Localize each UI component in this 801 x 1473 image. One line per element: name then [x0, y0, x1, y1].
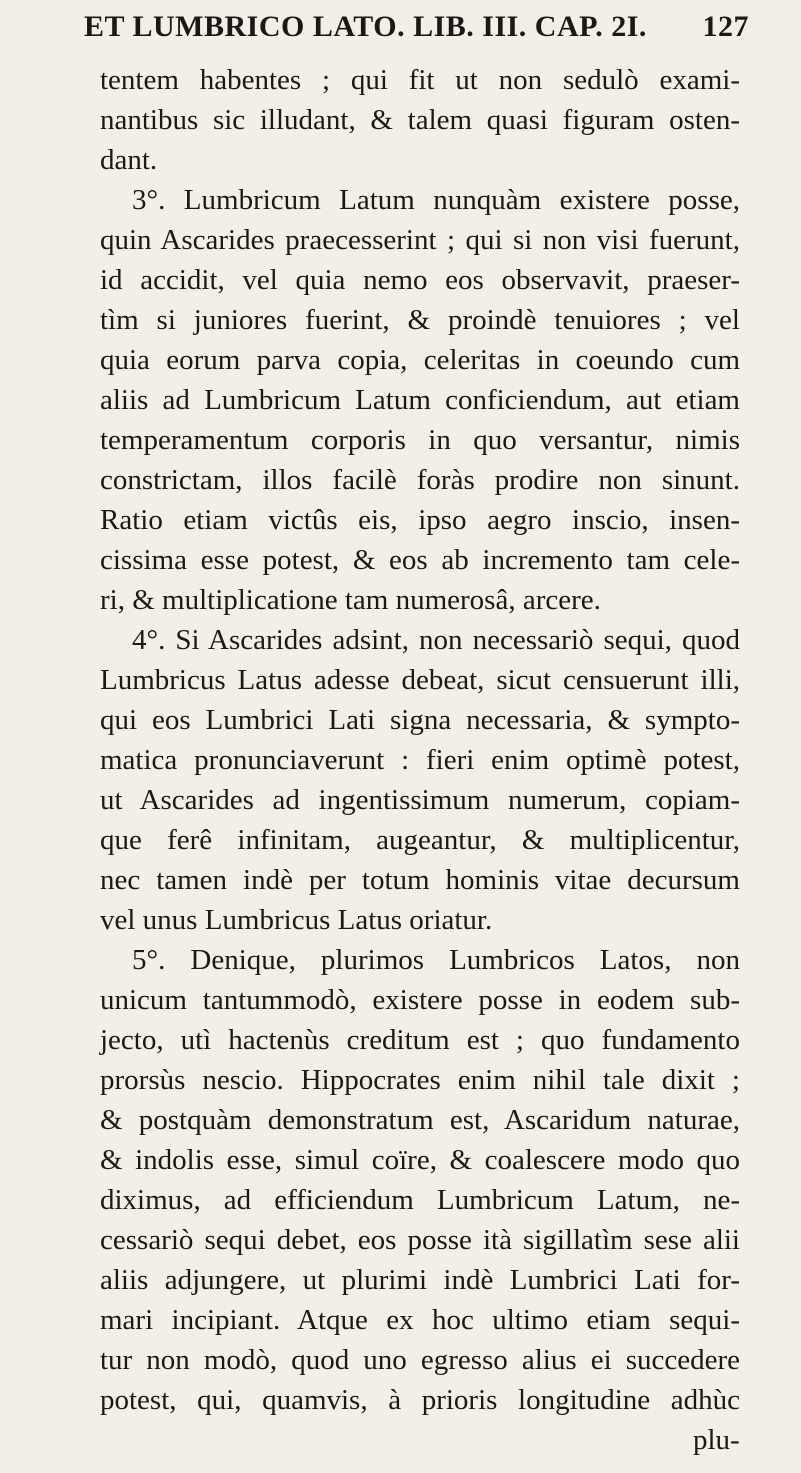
page-number: 127: [702, 10, 749, 43]
text-line: dant.: [100, 144, 158, 176]
text-line: que ferê infinitam, augeantur, & multiplicentur,: [100, 824, 740, 856]
text-line: & indolis esse, simul coïre, & coalescere modo quo: [100, 1144, 740, 1176]
text-line: jecto, utì hactenùs creditum est ; quo fundamento: [100, 1024, 740, 1056]
text-line: Lumbricus Latus adesse debeat, sicut censuerunt illi,: [100, 664, 740, 696]
text-line: 4°. Si Ascarides adsint, non necessariò sequi, quod: [132, 624, 740, 656]
text-line: matica pronunciaverunt : fieri enim optimè potest,: [100, 744, 740, 776]
text-line: Ratio etiam victûs eis, ipso aegro inscio, insen-: [100, 504, 740, 536]
text-line: tìm si juniores fuerint, & proindè tenuiores ; vel: [100, 304, 740, 336]
text-line: aliis ad Lumbricum Latum conficiendum, aut etiam: [100, 384, 740, 416]
text-line: nantibus sic illudant, & talem quasi figuram osten-: [100, 104, 740, 136]
text-line: aliis adjungere, ut plurimi indè Lumbrici Lati for-: [100, 1264, 740, 1296]
text-line: quin Ascarides praecesserint ; qui si non visi fuerunt,: [100, 224, 740, 256]
text-line: ri, & multiplicatione tam numerosâ, arcere.: [100, 584, 601, 616]
text-line: unicum tantummodò, existere posse in eodem sub-: [100, 984, 740, 1016]
text-line: vel unus Lumbricus Latus oriatur.: [100, 904, 493, 936]
text-line: quia eorum parva copia, celeritas in coeundo cum: [100, 344, 740, 376]
text-line: diximus, ad efficiendum Lumbricum Latum, ne-: [100, 1184, 740, 1216]
text-line: ut Ascarides ad ingentissimum numerum, copiam-: [100, 784, 740, 816]
text-line: qui eos Lumbrici Lati signa necessaria, & sympto-: [100, 704, 740, 736]
text-line: 3°. Lumbricum Latum nunquàm existere posse,: [132, 184, 740, 216]
text-line: cessariò sequi debet, eos posse ità sigillatìm sese alii: [100, 1224, 740, 1256]
text-line: mari incipiant. Atque ex hoc ultimo etiam sequi-: [100, 1304, 740, 1336]
text-line: tur non modò, quod uno egresso alius ei succedere: [100, 1344, 740, 1376]
text-line: & postquàm demonstratum est, Ascaridum naturae,: [100, 1104, 740, 1136]
text-line: cissima esse potest, & eos ab incremento tam cele-: [100, 544, 740, 576]
text-line: id accidit, vel quia nemo eos observavit, praeser-: [100, 264, 740, 296]
running-head-title: ET LUMBRICO LATO. LIB. III. CAP. 2I.: [84, 10, 647, 43]
text-line: nec tamen indè per totum hominis vitae decursum: [100, 864, 740, 896]
catchword: plu-: [693, 1424, 740, 1456]
text-line: tentem habentes ; qui fit ut non sedulò exami-: [100, 64, 740, 96]
text-line: 5°. Denique, plurimos Lumbricos Latos, non: [132, 944, 740, 976]
text-line: constrictam, illos facilè foràs prodire non sinunt.: [100, 464, 740, 496]
text-line: prorsùs nescio. Hippocrates enim nihil tale dixit ;: [100, 1064, 740, 1096]
text-line: temperamentum corporis in quo versantur, nimis: [100, 424, 740, 456]
running-header: [84, 10, 749, 44]
text-line: potest, qui, quamvis, à prioris longitudine adhùc: [100, 1384, 740, 1416]
